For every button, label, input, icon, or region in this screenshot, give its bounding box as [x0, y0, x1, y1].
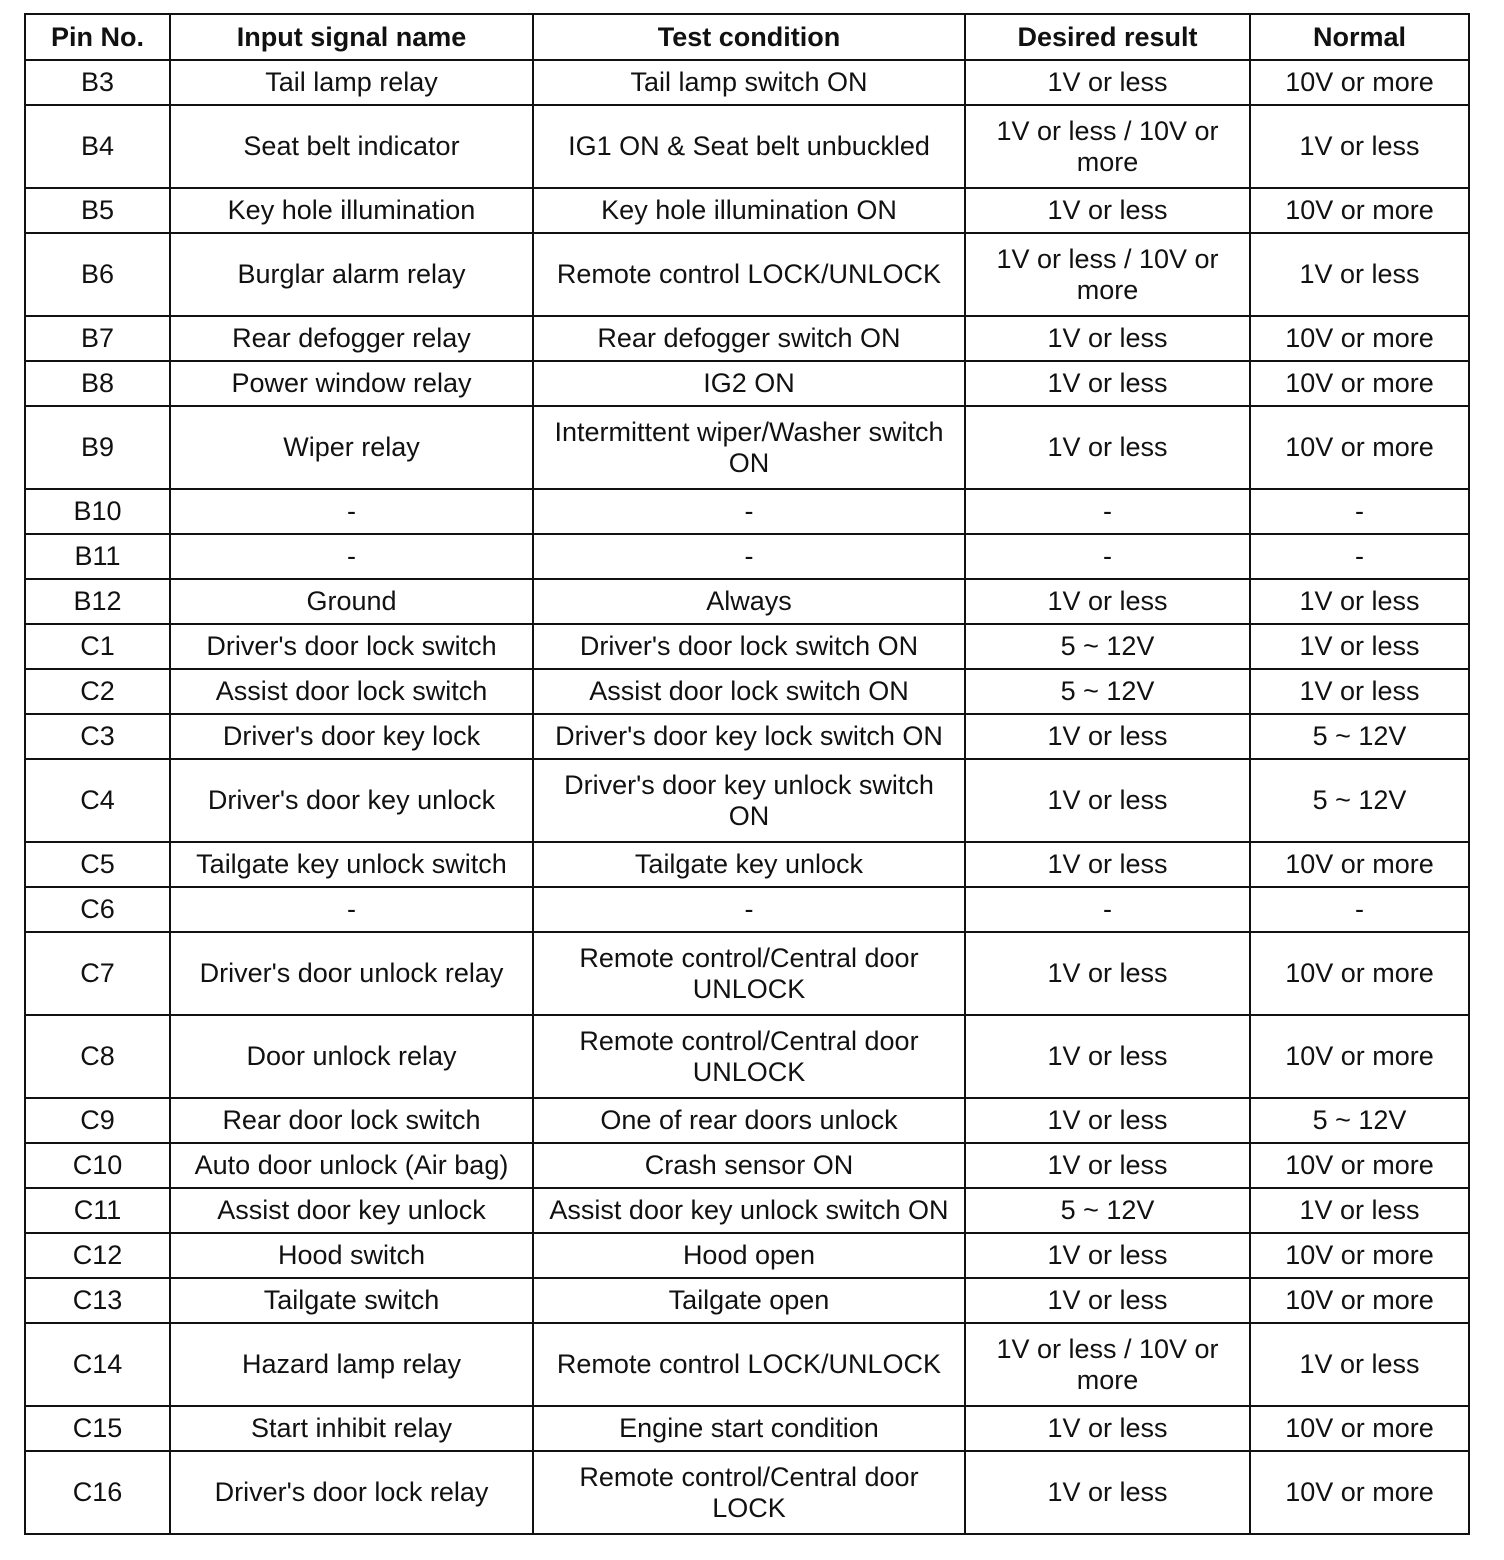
table-header-row — [25, 14, 1469, 60]
cell-pin: C5 — [25, 842, 170, 887]
table-row — [25, 489, 1469, 534]
cell-pin: C16 — [25, 1451, 170, 1534]
cell-normal: 10V or more — [1250, 188, 1469, 233]
cell-input-signal: Auto door unlock (Air bag) — [170, 1143, 533, 1188]
cell-input-signal: - — [170, 489, 533, 534]
cell-input-signal: Driver's door key unlock — [170, 759, 533, 842]
table-row — [25, 714, 1469, 759]
cell-pin: C11 — [25, 1188, 170, 1233]
header-normal: Normal — [1250, 14, 1469, 60]
cell-normal: 10V or more — [1250, 1451, 1469, 1534]
cell-test-condition: Remote control LOCK/UNLOCK — [533, 233, 965, 316]
cell-desired-result: - — [965, 489, 1250, 534]
cell-test-condition: - — [533, 534, 965, 579]
cell-test-condition: Assist door key unlock switch ON — [533, 1188, 965, 1233]
pin-signal-table — [24, 13, 1470, 1535]
cell-pin: B9 — [25, 406, 170, 489]
cell-pin: B6 — [25, 233, 170, 316]
cell-normal: - — [1250, 534, 1469, 579]
cell-normal: 10V or more — [1250, 1143, 1469, 1188]
cell-test-condition: Remote control LOCK/UNLOCK — [533, 1323, 965, 1406]
cell-pin: B11 — [25, 534, 170, 579]
cell-input-signal: Burglar alarm relay — [170, 233, 533, 316]
cell-pin: B8 — [25, 361, 170, 406]
cell-test-condition: Tail lamp switch ON — [533, 60, 965, 105]
cell-pin: C8 — [25, 1015, 170, 1098]
cell-normal: - — [1250, 489, 1469, 534]
cell-desired-result: - — [965, 534, 1250, 579]
cell-desired-result: 1V or less — [965, 1406, 1250, 1451]
cell-pin: B10 — [25, 489, 170, 534]
table-row — [25, 842, 1469, 887]
cell-input-signal: Tail lamp relay — [170, 60, 533, 105]
cell-pin: C1 — [25, 624, 170, 669]
cell-desired-result: 1V or less — [965, 714, 1250, 759]
cell-input-signal: Start inhibit relay — [170, 1406, 533, 1451]
cell-desired-result: 1V or less — [965, 60, 1250, 105]
cell-test-condition: - — [533, 489, 965, 534]
cell-desired-result: 5 ~ 12V — [965, 624, 1250, 669]
cell-input-signal: Driver's door lock switch — [170, 624, 533, 669]
cell-test-condition: Rear defogger switch ON — [533, 316, 965, 361]
cell-input-signal: Tailgate switch — [170, 1278, 533, 1323]
cell-pin: B4 — [25, 105, 170, 188]
table-row — [25, 316, 1469, 361]
header-test-condition: Test condition — [533, 14, 965, 60]
cell-desired-result: 1V or less / 10V or more — [965, 1323, 1250, 1406]
table-row — [25, 1015, 1469, 1098]
table-row — [25, 1278, 1469, 1323]
cell-input-signal: Driver's door lock relay — [170, 1451, 533, 1534]
cell-test-condition: - — [533, 887, 965, 932]
cell-input-signal: Ground — [170, 579, 533, 624]
cell-desired-result: 1V or less — [965, 1143, 1250, 1188]
cell-desired-result: - — [965, 887, 1250, 932]
table-row — [25, 188, 1469, 233]
cell-normal: 1V or less — [1250, 1188, 1469, 1233]
cell-input-signal: Tailgate key unlock switch — [170, 842, 533, 887]
cell-normal: 10V or more — [1250, 316, 1469, 361]
cell-desired-result: 1V or less — [965, 579, 1250, 624]
cell-input-signal: Door unlock relay — [170, 1015, 533, 1098]
cell-test-condition: One of rear doors unlock — [533, 1098, 965, 1143]
cell-normal: 1V or less — [1250, 105, 1469, 188]
cell-test-condition: IG2 ON — [533, 361, 965, 406]
cell-normal: 1V or less — [1250, 579, 1469, 624]
cell-pin: C12 — [25, 1233, 170, 1278]
cell-normal: 10V or more — [1250, 1233, 1469, 1278]
cell-input-signal: Wiper relay — [170, 406, 533, 489]
table-row — [25, 534, 1469, 579]
cell-test-condition: Hood open — [533, 1233, 965, 1278]
cell-normal: 1V or less — [1250, 624, 1469, 669]
pin-table-container — [24, 13, 1468, 1535]
cell-test-condition: Tailgate key unlock — [533, 842, 965, 887]
cell-normal: 10V or more — [1250, 842, 1469, 887]
cell-pin: C3 — [25, 714, 170, 759]
table-row — [25, 669, 1469, 714]
table-row — [25, 1098, 1469, 1143]
cell-test-condition: Always — [533, 579, 965, 624]
table-row — [25, 105, 1469, 188]
cell-input-signal: Power window relay — [170, 361, 533, 406]
cell-input-signal: Assist door lock switch — [170, 669, 533, 714]
header-desired-result: Desired result — [965, 14, 1250, 60]
cell-normal: 10V or more — [1250, 1015, 1469, 1098]
cell-normal: 10V or more — [1250, 932, 1469, 1015]
cell-input-signal: Hood switch — [170, 1233, 533, 1278]
table-row — [25, 932, 1469, 1015]
cell-desired-result: 1V or less — [965, 842, 1250, 887]
cell-test-condition: Engine start condition — [533, 1406, 965, 1451]
cell-pin: C14 — [25, 1323, 170, 1406]
cell-pin: B7 — [25, 316, 170, 361]
cell-desired-result: 1V or less / 10V or more — [965, 233, 1250, 316]
cell-input-signal: - — [170, 887, 533, 932]
table-row — [25, 1143, 1469, 1188]
cell-desired-result: 1V or less — [965, 406, 1250, 489]
table-row — [25, 759, 1469, 842]
cell-test-condition: Driver's door lock switch ON — [533, 624, 965, 669]
cell-desired-result: 1V or less — [965, 1451, 1250, 1534]
cell-input-signal: Driver's door key lock — [170, 714, 533, 759]
cell-desired-result: 1V or less — [965, 1278, 1250, 1323]
cell-input-signal: - — [170, 534, 533, 579]
cell-pin: C6 — [25, 887, 170, 932]
table-body — [25, 60, 1469, 1534]
cell-pin: B12 — [25, 579, 170, 624]
cell-normal: 5 ~ 12V — [1250, 759, 1469, 842]
cell-normal: 1V or less — [1250, 1323, 1469, 1406]
cell-test-condition: Driver's door key lock switch ON — [533, 714, 965, 759]
cell-input-signal: Assist door key unlock — [170, 1188, 533, 1233]
cell-desired-result: 1V or less — [965, 1233, 1250, 1278]
cell-desired-result: 5 ~ 12V — [965, 669, 1250, 714]
table-row — [25, 1323, 1469, 1406]
cell-pin: C15 — [25, 1406, 170, 1451]
cell-input-signal: Rear door lock switch — [170, 1098, 533, 1143]
table-row — [25, 579, 1469, 624]
table-row — [25, 1451, 1469, 1534]
cell-desired-result: 1V or less — [965, 188, 1250, 233]
cell-input-signal: Rear defogger relay — [170, 316, 533, 361]
cell-test-condition: Tailgate open — [533, 1278, 965, 1323]
cell-input-signal: Driver's door unlock relay — [170, 932, 533, 1015]
cell-pin: C9 — [25, 1098, 170, 1143]
header-input-signal-name: Input signal name — [170, 14, 533, 60]
cell-test-condition: IG1 ON & Seat belt unbuckled — [533, 105, 965, 188]
cell-pin: B3 — [25, 60, 170, 105]
cell-test-condition: Crash sensor ON — [533, 1143, 965, 1188]
cell-pin: B5 — [25, 188, 170, 233]
cell-desired-result: 1V or less — [965, 932, 1250, 1015]
cell-input-signal: Key hole illumination — [170, 188, 533, 233]
cell-input-signal: Seat belt indicator — [170, 105, 533, 188]
cell-normal: 5 ~ 12V — [1250, 1098, 1469, 1143]
cell-test-condition: Remote control/Central door UNLOCK — [533, 932, 965, 1015]
cell-test-condition: Driver's door key unlock switch ON — [533, 759, 965, 842]
cell-pin: C7 — [25, 932, 170, 1015]
cell-test-condition: Remote control/Central door UNLOCK — [533, 1015, 965, 1098]
cell-normal: 10V or more — [1250, 1406, 1469, 1451]
cell-pin: C10 — [25, 1143, 170, 1188]
table-row — [25, 1233, 1469, 1278]
cell-normal: 1V or less — [1250, 233, 1469, 316]
cell-test-condition: Assist door lock switch ON — [533, 669, 965, 714]
cell-desired-result: 1V or less / 10V or more — [965, 105, 1250, 188]
table-row — [25, 233, 1469, 316]
cell-pin: C2 — [25, 669, 170, 714]
cell-pin: C13 — [25, 1278, 170, 1323]
cell-test-condition: Remote control/Central door LOCK — [533, 1451, 965, 1534]
cell-input-signal: Hazard lamp relay — [170, 1323, 533, 1406]
cell-desired-result: 1V or less — [965, 1015, 1250, 1098]
cell-desired-result: 1V or less — [965, 1098, 1250, 1143]
table-row — [25, 60, 1469, 105]
cell-normal: 1V or less — [1250, 669, 1469, 714]
table-row — [25, 406, 1469, 489]
table-row — [25, 361, 1469, 406]
cell-normal: 10V or more — [1250, 60, 1469, 105]
cell-test-condition: Key hole illumination ON — [533, 188, 965, 233]
cell-desired-result: 1V or less — [965, 316, 1250, 361]
cell-normal: - — [1250, 887, 1469, 932]
table-row — [25, 624, 1469, 669]
header-pin-no: Pin No. — [25, 14, 170, 60]
cell-normal: 10V or more — [1250, 406, 1469, 489]
cell-pin: C4 — [25, 759, 170, 842]
table-row — [25, 1188, 1469, 1233]
table-row — [25, 887, 1469, 932]
cell-desired-result: 1V or less — [965, 759, 1250, 842]
cell-desired-result: 1V or less — [965, 361, 1250, 406]
cell-normal: 10V or more — [1250, 1278, 1469, 1323]
cell-desired-result: 5 ~ 12V — [965, 1188, 1250, 1233]
cell-test-condition: Intermittent wiper/Washer switch ON — [533, 406, 965, 489]
cell-normal: 5 ~ 12V — [1250, 714, 1469, 759]
cell-normal: 10V or more — [1250, 361, 1469, 406]
table-row — [25, 1406, 1469, 1451]
